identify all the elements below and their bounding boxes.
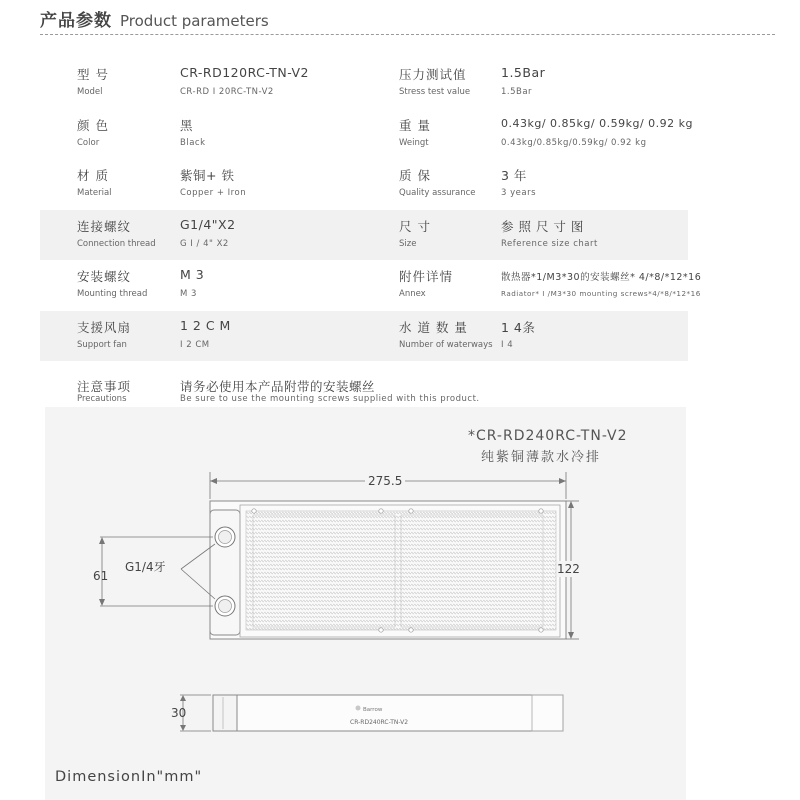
spec-value-en: 0.43kg/0.85kg/0.59kg/ 0.92 kg: [501, 137, 647, 148]
brand-logo-icon: [356, 706, 361, 711]
port-top: [215, 527, 235, 547]
spec-label-cn: 颜 色: [77, 117, 109, 133]
thickness-label: 30: [171, 706, 187, 720]
spec-label-en: Stress test value: [399, 87, 471, 97]
spec-value-cn: 3 年: [501, 168, 527, 183]
spec-value-en: Radiator* I /M3*30 mounting screws*4/*8/*12*16: [501, 289, 701, 298]
spec-label-cn: 安装螺纹: [77, 269, 132, 284]
spec-row-mounting: [40, 260, 702, 311]
spec-label-cn: 型 号: [77, 67, 109, 82]
spec-label-cn: 支援风扇: [77, 319, 132, 335]
spec-label-cn: 尺 寸: [399, 218, 431, 234]
height-label: 122: [557, 562, 580, 576]
spec-label-cn: 连接螺纹: [77, 218, 132, 234]
drawing-model-title: *CR-RD240RC-TN-V2: [468, 428, 628, 444]
spec-value-en: Copper + Iron: [180, 188, 247, 198]
spec-row-model: [40, 58, 688, 109]
precautions-label-cn: 注意事项: [77, 379, 132, 394]
thread-label: G1/4牙: [125, 560, 166, 574]
spec-value-cn: 参 照 尺 寸 图: [501, 218, 584, 234]
spec-label-en: Support fan: [77, 339, 127, 350]
spec-label-en: Size: [399, 238, 417, 249]
radiator-drawing-svg: [45, 407, 686, 800]
spec-label-cn: 压力测试值: [399, 67, 467, 82]
header-divider: [40, 34, 775, 35]
spec-row-material: [40, 159, 688, 210]
port-bottom: [215, 596, 235, 616]
section-title-cn: 产品参数: [40, 11, 112, 31]
spec-label-en: Material: [77, 188, 112, 198]
spec-label-en: Color: [77, 137, 100, 148]
spec-value-cn: 1 2 C M: [180, 317, 231, 333]
spec-label-en: Number of waterways: [399, 339, 493, 350]
spec-value-cn: 黑: [180, 117, 194, 133]
spec-label-en: Weingt: [399, 137, 429, 148]
spec-label-cn: 附件详情: [399, 269, 454, 284]
section-title-en: Product parameters: [120, 12, 269, 30]
dimension-drawing: [45, 407, 686, 800]
spec-label-en: Connection thread: [77, 238, 156, 249]
precautions-row: [40, 370, 688, 408]
spec-label-cn: 水 道 数 量: [399, 319, 468, 335]
spec-value-en: Black: [180, 137, 206, 148]
spec-row-fan: [40, 311, 688, 362]
precautions-label-en: Precautions: [77, 394, 127, 404]
spec-label-en: Model: [77, 87, 103, 97]
spec-value-cn: 散热器*1/M3*30的安装螺丝* 4/*8/*12*16: [501, 272, 702, 283]
spec-value-en: M 3: [180, 289, 197, 299]
spec-value-cn: 紫铜+ 铁: [180, 168, 235, 183]
spec-label-en: Annex: [399, 289, 426, 299]
port-spacing-label: 61: [93, 569, 109, 583]
spec-label-cn: 质 保: [399, 168, 431, 183]
dimension-unit-note: DimensionIn"mm": [55, 769, 203, 785]
drawing-subtitle: 纯紫铜薄款水冷排: [481, 450, 602, 465]
spec-value-cn: G1/4"X2: [180, 216, 236, 232]
spec-value-en: CR-RD I 20RC-TN-V2: [180, 87, 274, 97]
side-brand-label: Barrow: [363, 707, 383, 713]
side-model-label: CR-RD240RC-TN-V2: [350, 719, 409, 726]
precautions-value-cn: 请务必使用本产品附带的安装螺丝: [180, 379, 376, 394]
spec-table: [40, 58, 702, 361]
spec-value-en: I 4: [501, 339, 514, 350]
spec-value-cn: M 3: [180, 267, 205, 282]
spec-value-en: Reference size chart: [501, 238, 598, 249]
length-label: 275.5: [365, 474, 405, 488]
spec-label-en: Quality assurance: [399, 188, 476, 198]
spec-value-en: 1.5Bar: [501, 87, 533, 97]
spec-value-cn: 0.43kg/ 0.85kg/ 0.59kg/ 0.92 kg: [501, 116, 693, 130]
spec-label-cn: 材 质: [77, 168, 109, 183]
spec-value-cn: CR-RD120RC-TN-V2: [180, 65, 310, 80]
spec-label-cn: 重 量: [399, 117, 431, 133]
spec-value-cn: 1.5Bar: [501, 65, 546, 80]
spec-value-en: 3 years: [501, 188, 537, 198]
spec-value-en: G I / 4" X2: [180, 238, 229, 249]
spec-value-cn: 1 4条: [501, 319, 536, 335]
section-header: [40, 6, 775, 36]
precautions-value-en: Be sure to use the mounting screws supplied with this product.: [180, 394, 480, 404]
spec-row-thread: [40, 210, 688, 261]
spec-value-en: I 2 CM: [180, 339, 210, 350]
spec-row-color: [40, 109, 693, 160]
spec-label-en: Mounting thread: [77, 289, 148, 299]
